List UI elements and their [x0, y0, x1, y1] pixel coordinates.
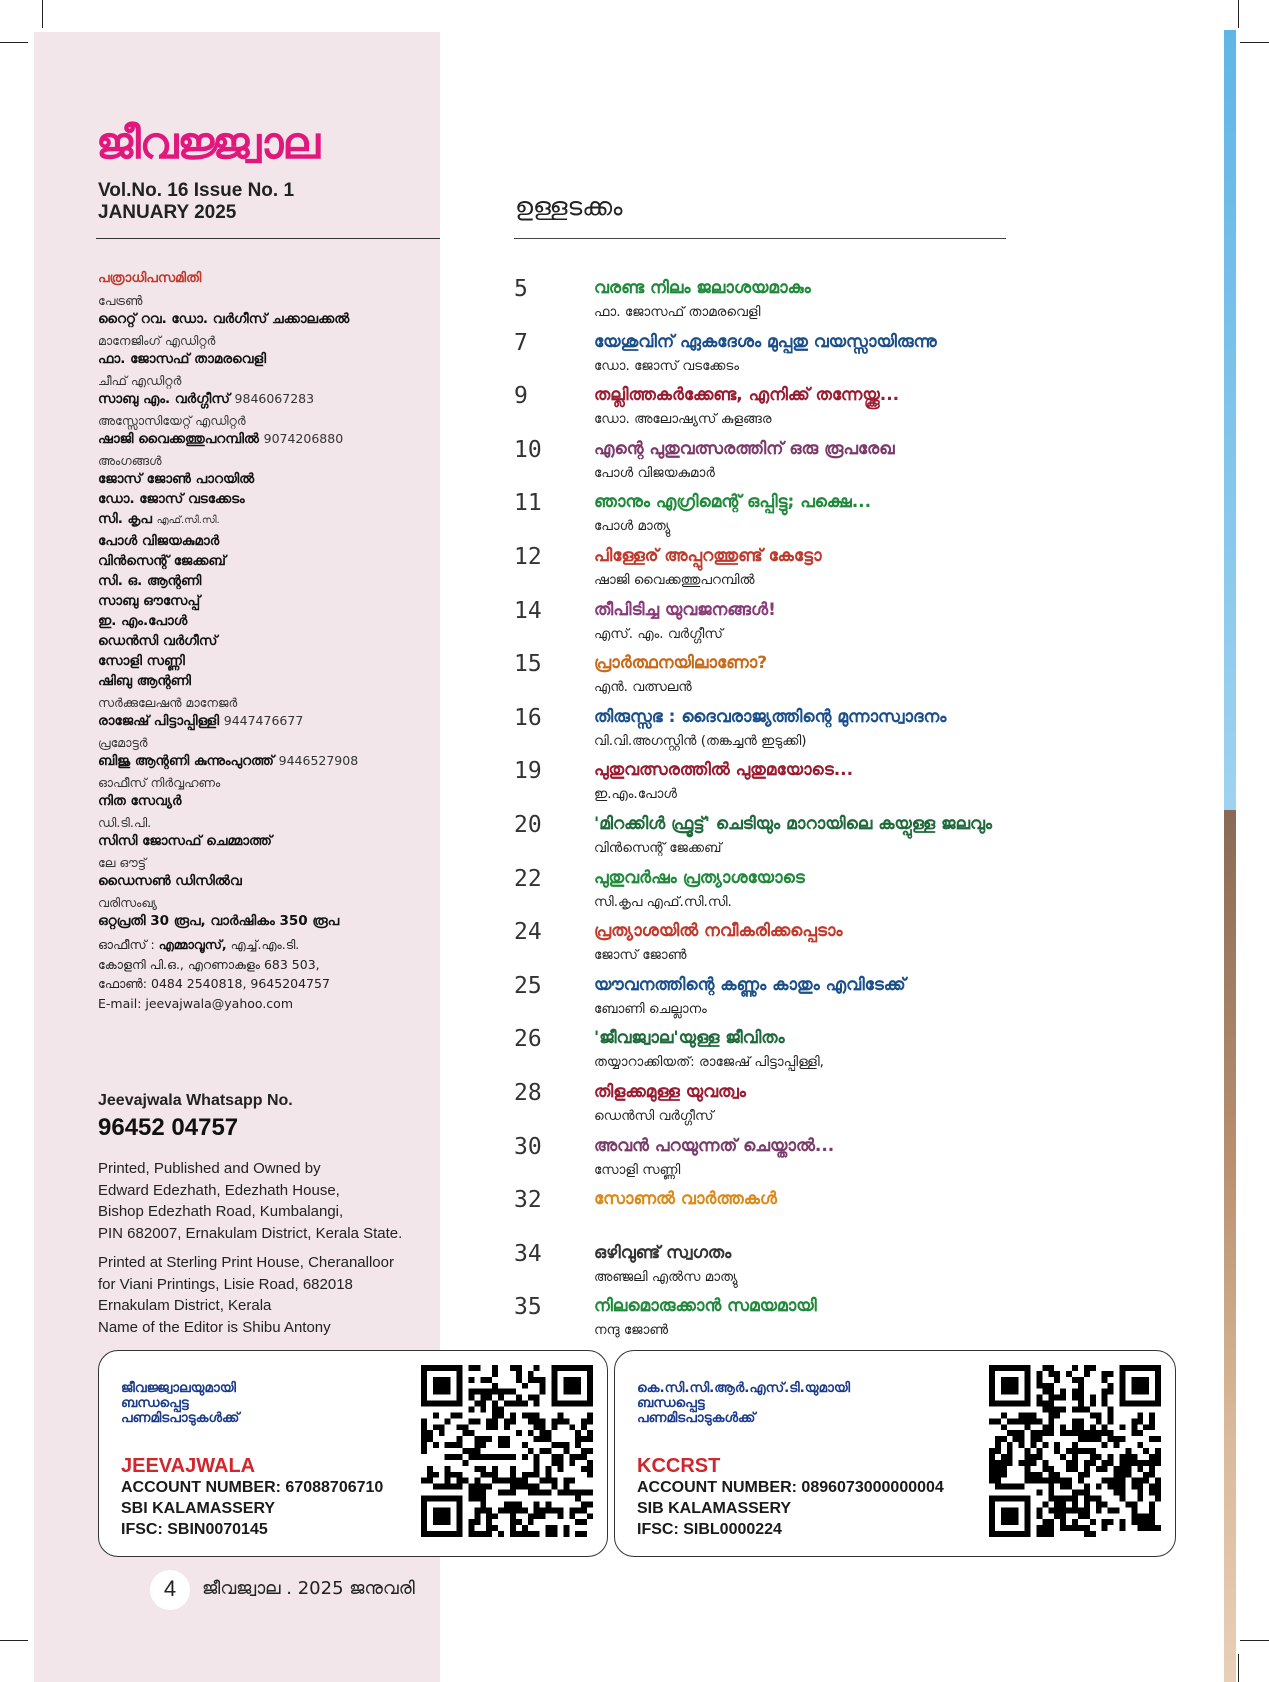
member-suffix: എഫ്.സി.സി.	[156, 515, 220, 526]
toc-article-author: സോളി സണ്ണി	[594, 1161, 681, 1178]
publisher-line: Bishop Edezhath Road, Kumbalangi,	[98, 1203, 344, 1220]
crop-mark	[1238, 1654, 1239, 1682]
patron-name: റൈറ്റ് റവ. ഡോ. വർഗീസ് ചക്കാലക്കൽ	[98, 311, 350, 327]
toc-article-author: പോൾ വിജയകുമാർ	[594, 464, 715, 481]
bank-box-label	[121, 1381, 239, 1426]
toc-page-number: 19	[514, 758, 542, 785]
toc-row[interactable]	[514, 1237, 1074, 1291]
bank-box-label	[637, 1381, 850, 1426]
toc-article-title[interactable]: ഞാനും എഗ്രിമെന്റ് ഒപ്പിട്ടു; പക്ഷെ...	[594, 492, 872, 513]
office-name: എമ്മാവൂസ്,	[158, 937, 227, 952]
bank-branch: SBI KALAMASSERY	[121, 1500, 276, 1517]
toc-article-author: ഡോ. അലോഷ്യസ് കുളങ്ങര	[594, 411, 772, 428]
bank-branch: SIB KALAMASSERY	[637, 1500, 792, 1517]
publisher-line: Printed, Published and Owned by	[98, 1160, 321, 1177]
member-label: ഷിബു ആന്റണി	[98, 673, 191, 689]
toc-article-title[interactable]: അവൻ പറയുന്നത് ചെയ്താൽ...	[594, 1135, 835, 1156]
crop-mark	[0, 42, 28, 43]
toc-row[interactable]	[514, 808, 1074, 862]
printer-line: Ernakulam District, Kerala	[98, 1297, 272, 1314]
member-name	[98, 509, 438, 531]
toc-article-author: അഞ്ജലി എൽസ മാത്യു	[594, 1268, 738, 1285]
toc-page-number: 15	[514, 651, 542, 678]
member-label: വിൻസെന്റ് ജേക്കബ്	[98, 553, 226, 569]
role-label: ചീഫ് എഡിറ്റർ	[98, 373, 182, 388]
toc-article-title[interactable]: ഒഴിവുണ്ട് സ്വഗതം	[594, 1242, 732, 1263]
chief-editor-line	[98, 389, 438, 409]
whatsapp-label: Jeevajwala Whatsapp No.	[98, 1092, 293, 1109]
toc-article-author: വി.വി.അഗസ്റ്റിൻ (തങ്കച്ചൻ ഇടുക്കി)	[594, 732, 807, 749]
member-name	[98, 591, 438, 611]
account-name: KCCRST	[637, 1455, 721, 1477]
toc-row[interactable]	[514, 1290, 1074, 1344]
toc-article-title[interactable]: യൗവനത്തിന്റെ കണ്ണും കാതും എവിടേക്ക്	[594, 974, 906, 995]
member-name	[98, 571, 438, 591]
whatsapp-number: 96452 04757	[98, 1114, 239, 1141]
toc-article-author: തയ്യാറാക്കിയത്: രാജേഷ് പിട്ടാപ്പിള്ളി,	[594, 1054, 824, 1071]
member-label: സി. കൃപ	[98, 511, 152, 527]
role-label: അസ്സോസിയേറ്റ് എഡിറ്റർ	[98, 413, 246, 428]
toc-page-number: 32	[514, 1187, 542, 1214]
toc-article-title[interactable]: യേശുവിന് ഏകദേശം മുപ്പതു വയസ്സായിരുന്നു	[594, 331, 937, 352]
toc-row[interactable]	[514, 326, 1074, 380]
managing-editor-name: ഫാ. ജോസഫ് താമരവെളി	[98, 351, 267, 367]
subscription-rate: ഒറ്റപ്രതി 30 രൂപ, വാർഷികം 350 രൂപ	[98, 913, 340, 929]
toc-article-title[interactable]: തിളക്കമുള്ള യുവത്വം	[594, 1081, 746, 1102]
bank-label-line: പണമിടപാടുകൾക്ക്	[637, 1410, 756, 1426]
printer-block	[98, 1252, 438, 1338]
member-label: ഡോ. ജോസ് വടക്കേടം	[98, 491, 245, 507]
toc-row[interactable]	[514, 754, 1074, 808]
layout-name: ഡൈസൺ ഡിസിൽവ	[98, 873, 242, 889]
printer-line: Name of the Editor is Shibu Antony	[98, 1318, 331, 1336]
promoter-phone: 9446527908	[278, 753, 359, 768]
editorial-board	[98, 270, 438, 1013]
office-staff-name: നിത സേവ്യർ	[98, 793, 182, 809]
toc-article-author: പോൾ മാത്യു	[594, 518, 671, 535]
toc-article-author: നന്ദു ജോൺ	[594, 1322, 669, 1339]
role-label: പേട്രൺ	[98, 293, 143, 308]
ifsc-code: IFSC: SBIN0070145	[121, 1521, 268, 1538]
office-address-part: എച്ച്.എം.ടി.	[226, 937, 300, 952]
toc-article-title[interactable]: വരണ്ട നിലം ജലാശയമാകും	[594, 278, 811, 298]
toc-article-author: എസ്. എം. വർഗ്ഗീസ്	[594, 625, 723, 642]
toc-row[interactable]	[514, 1130, 1074, 1184]
office-phone: ഫോൺ: 0484 2540818, 9645204757	[98, 976, 330, 991]
member-label: പോൾ വിജയകുമാർ	[98, 533, 220, 549]
toc-page-number: 14	[514, 597, 542, 624]
member-name	[98, 611, 438, 631]
office-email: E-mail: jeevajwala@yahoo.com	[98, 995, 294, 1011]
qr-code-icon[interactable]	[421, 1365, 593, 1537]
toc-article-title[interactable]: തിരുസ്സഭ : ദൈവരാജ്യത്തിന്റെ മുന്നാസ്വാദനം	[594, 706, 947, 727]
volume-issue: Vol.No. 16 Issue No. 1	[98, 180, 295, 201]
publisher-line: Edward Edezhath, Edezhath House,	[98, 1181, 340, 1199]
member-name	[98, 469, 438, 489]
toc-article-author: ഷാജി വൈക്കത്തുപറമ്പിൽ	[594, 571, 755, 588]
toc-row[interactable]	[514, 862, 1074, 916]
ifsc-code: IFSC: SIBL0000224	[637, 1521, 782, 1538]
toc-article-title[interactable]: സോണൽ വാർത്തകൾ	[594, 1189, 777, 1210]
toc-page-number: 35	[514, 1294, 542, 1321]
toc-article-author: ജോസ് ജോൺ	[594, 947, 687, 964]
toc-article-author: എൻ. വത്സലൻ	[594, 679, 692, 696]
toc-row[interactable]	[514, 701, 1074, 755]
toc-row[interactable]	[514, 272, 1074, 326]
toc-row[interactable]	[514, 1022, 1074, 1076]
role-label: ലേ ഔട്ട്	[98, 855, 147, 870]
publisher-line: PIN 682007, Ernakulam District, Kerala State.	[98, 1224, 403, 1242]
toc-page-number: 34	[514, 1240, 542, 1267]
toc-article-author: സി.കൃപ എഫ്.സി.സി.	[594, 893, 732, 910]
toc-row[interactable]	[514, 486, 1074, 540]
toc-article-author: ഫാ. ജോസഫ് താമരവെളി	[594, 304, 761, 320]
role-label: സർക്കുലേഷൻ മാനേജർ	[98, 695, 238, 710]
member-label: ഡെൻസി വർഗീസ്	[98, 633, 218, 649]
circulation-name: രാജേഷ് പിട്ടാപ്പിള്ളി	[98, 713, 220, 729]
promoter-name: ബിജു ആന്റണി കുന്നുംപുറത്ത്	[98, 753, 274, 769]
toc-row[interactable]	[514, 433, 1074, 487]
dtp-name: സിസി ജോസഫ് ചെമ്മാത്ത്	[98, 833, 272, 849]
issue-date: JANUARY 2025	[98, 202, 237, 223]
bank-label-line: ജീവജ്ജ്വാലയുമായി	[121, 1380, 236, 1396]
bank-label-line: പണമിടപാടുകൾക്ക്	[121, 1410, 240, 1426]
bank-box-jeevajwala	[98, 1350, 608, 1557]
printer-line: for Viani Printings, Lisie Road, 682018	[98, 1275, 353, 1293]
member-name	[98, 551, 438, 571]
toc-heading: ഉള്ളടക്കം	[515, 192, 623, 221]
qr-code-graphic	[421, 1365, 593, 1537]
toc-page-number: 24	[514, 919, 542, 946]
crop-mark	[0, 1640, 28, 1641]
office-address-line2: കോളനി പി.ഒ., എറണാകുളം 683 503,	[98, 956, 320, 972]
member-name	[98, 631, 438, 651]
toc-page-number: 12	[514, 543, 542, 570]
toc-row[interactable]	[514, 379, 1074, 433]
bank-box-kccrst	[614, 1350, 1176, 1557]
chief-editor-name: സാബു എം. വർഗ്ഗീസ്	[98, 391, 230, 407]
member-label: ജോസ് ജോൺ പാറയിൽ	[98, 471, 255, 487]
toc-page-number: 11	[514, 490, 542, 517]
member-name	[98, 531, 438, 551]
member-name	[98, 651, 438, 671]
toc-page-number: 7	[514, 329, 528, 356]
toc-article-author: ഡെൻസി വർഗ്ഗീസ്	[594, 1107, 714, 1124]
chief-editor-phone: 9846067283	[234, 391, 315, 406]
associate-editor-name: ഷാജി വൈക്കത്തുപറമ്പിൽ	[98, 431, 259, 447]
members-list	[98, 469, 438, 691]
crop-mark	[42, 0, 43, 28]
office-prefix: ഓഫീസ് :	[98, 937, 159, 952]
toc-page-number: 5	[514, 276, 528, 302]
role-label: പ്രമോട്ടർ	[98, 735, 148, 750]
role-label: ഡി.ടി.പി.	[98, 815, 152, 830]
toc-article-title[interactable]: 'ജീവജ്വാല'യുള്ള ജീവിതം	[594, 1028, 785, 1049]
circulation-phone: 9447476677	[223, 713, 304, 728]
crop-mark	[1240, 1640, 1269, 1641]
publisher-block	[98, 1158, 438, 1244]
member-name	[98, 489, 438, 509]
magazine-logo: ജീവജ്ജ്വാല	[96, 118, 319, 169]
toc-row[interactable]	[514, 1076, 1074, 1130]
member-label: സി. ഒ. ആന്റണി	[98, 573, 202, 589]
role-label: അംഗങ്ങൾ	[98, 453, 162, 468]
toc-row[interactable]	[514, 915, 1074, 969]
page-number: 4	[163, 1576, 177, 1601]
member-label: സോളി സണ്ണി	[98, 653, 185, 669]
cover-bleed-sky	[1224, 30, 1236, 810]
toc-row[interactable]	[514, 540, 1074, 594]
member-label: ഇ. എം.പോൾ	[98, 613, 188, 629]
bank-label-line: കെ.സി.സി.ആർ.എസ്.ടി.യുമായി	[637, 1380, 851, 1396]
toc-article-author: ഡോ. ജോസ് വടക്കേടം	[594, 357, 740, 374]
role-label: വരിസംഖ്യ	[98, 895, 157, 910]
toc-row[interactable]	[514, 594, 1074, 648]
toc-page-number: 30	[514, 1133, 542, 1160]
toc-article-title[interactable]: പുതുവർഷം പ്രത്യാശയോടെ	[594, 867, 805, 888]
toc-article-title[interactable]: തീപിടിച്ച യുവജനങ്ങൾ!	[594, 599, 776, 620]
toc-article-title[interactable]: നിലമൊരുക്കാൻ സമയമായി	[594, 1296, 817, 1317]
qr-code-icon[interactable]	[989, 1365, 1161, 1537]
toc-page-number: 26	[514, 1026, 542, 1053]
account-name: JEEVAJWALA	[121, 1455, 256, 1477]
crop-mark	[1238, 0, 1239, 28]
qr-code-graphic	[989, 1365, 1161, 1537]
office-address-line	[98, 935, 438, 955]
toc-article-author: ഇ.എം.പോൾ	[594, 786, 677, 803]
toc-article-title[interactable]: എന്റെ പുതുവത്സരത്തിന് ഒരു രൂപരേഖ	[594, 438, 895, 459]
divider	[96, 238, 440, 239]
promoter-line	[98, 751, 438, 771]
toc-article-author: വിൻസെന്റ് ജേക്കബ്	[594, 839, 722, 856]
toc-article-title[interactable]: പ്രത്യാശയിൽ നവീകരിക്കപ്പെടാം	[594, 921, 843, 942]
account-number: ACCOUNT NUMBER: 0896073000000004	[637, 1479, 944, 1496]
footer-title: ജീവജ്വാല . 2025 ജനുവരി	[202, 1578, 415, 1599]
toc-row[interactable]	[514, 1183, 1074, 1237]
toc-page-number: 10	[514, 436, 542, 463]
member-name	[98, 671, 438, 691]
toc-page-number: 9	[514, 383, 528, 410]
account-number: ACCOUNT NUMBER: 67088706710	[121, 1479, 384, 1496]
toc-article-author: ബോണി ചെല്ലാനം	[594, 1000, 707, 1017]
role-label: മാനേജിംഗ് എഡിറ്റർ	[98, 333, 216, 348]
toc-article-title[interactable]: 'മിറക്കിൾ ഫ്രൂട്ട്' ചെടിയും മാറായിലെ കയ്പുള്ള ജലവും	[594, 813, 993, 834]
board-heading: പത്രാധിപസമിതി	[98, 270, 202, 286]
toc-article-title[interactable]: പുതുവത്സരത്തിൽ പുതുമയോടെ...	[594, 760, 854, 781]
role-label: ഓഫീസ് നിർവ്വഹണം	[98, 775, 221, 790]
member-label: സാബു ഔസേപ്പ്	[98, 593, 201, 609]
bank-label-line: ബന്ധപ്പെട്ട	[637, 1395, 705, 1411]
associate-editor-phone: 9074206880	[263, 431, 344, 446]
toc-page-number: 20	[514, 811, 542, 838]
toc-page-number: 28	[514, 1079, 542, 1106]
circulation-line	[98, 711, 438, 731]
divider	[514, 238, 1006, 239]
table-of-contents	[514, 272, 1074, 1344]
printer-line: Printed at Sterling Print House, Cheranalloor	[98, 1254, 394, 1271]
toc-page-number: 25	[514, 972, 542, 999]
toc-page-number: 16	[514, 704, 542, 731]
toc-article-title[interactable]: പിള്ളേര് അപ്പുറത്തുണ്ട് കേട്ടോ	[594, 545, 822, 566]
toc-article-title[interactable]: തല്ലിത്തകർക്കേണ്ട, എനിക്ക് തന്നേയ്ക്കൂ...	[594, 385, 900, 406]
toc-row[interactable]	[514, 969, 1074, 1023]
bank-label-line: ബന്ധപ്പെട്ട	[121, 1395, 189, 1411]
associate-editor-line	[98, 429, 438, 449]
toc-row[interactable]	[514, 647, 1074, 701]
toc-article-title[interactable]: പ്രാർത്ഥനയിലാണോ?	[594, 653, 768, 674]
crop-mark	[1240, 42, 1269, 43]
toc-page-number: 22	[514, 865, 542, 892]
cover-bleed-photo	[1224, 810, 1236, 1682]
